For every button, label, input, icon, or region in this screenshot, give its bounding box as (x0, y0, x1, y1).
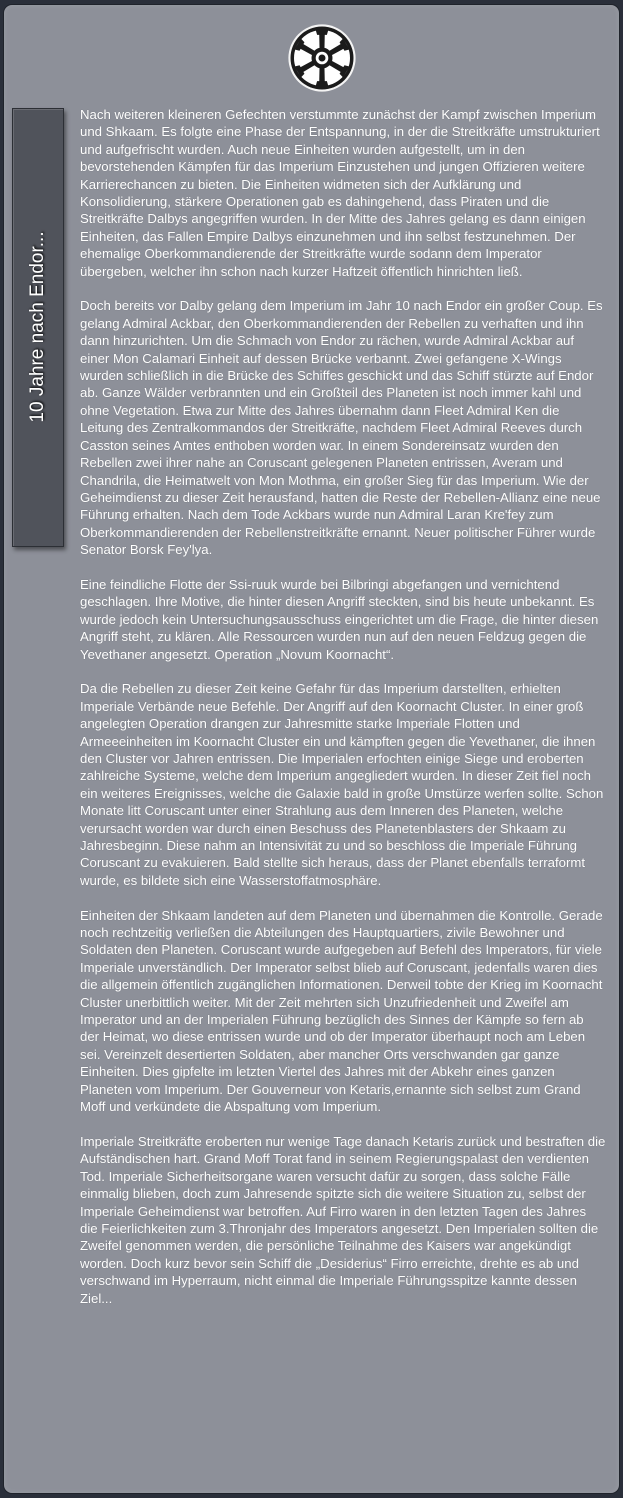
paragraph: Einheiten der Shkaam landeten auf dem Planeten und übernahmen die Kontrolle. Gerade noch rechtzeitig verließen die Abteilungen des Hauptquartiers, zivile Bewohner und Soldaten den Planeten. Coruscant wurde aufgegeben auf Befehl des Imperators, für viele Imperiale unverständlich. Der Imperator selbst blieb auf Coruscant, jedenfalls waren dies die allgemein öffentlich zugänglichen Informationen. Derweil tobte der Krieg im Koornacht Cluster unerbittlich weiter. Mit der Zeit mehrten sich Unzufriedenheit und Zweifel am Imperator und an der Imperialen Führung bezüglich des Sinnes der Kämpfe so fern ab der Heimat, wo diese entrissen wurde und ob der Imperator überhaupt noch am Leben sei. Vereinzelt desertierten Soldaten, aber mancher Orts verschwanden gar ganze Einheiten. Dies gipfelte im letzten Viertel des Jahres mit der Abkehr eines ganzen Planeten vom Imperium. Der Gouverneur von Ketaris,ernannte sich selbst zum Grand Moff und verkündete die Abspaltung vom Imperium. (80, 907, 603, 1115)
imperial-cog-emblem-icon (287, 23, 357, 93)
year-side-tab-label: 10 Jahre nach Endor... (27, 231, 48, 423)
paragraph: Nach weiteren kleineren Gefechten verstummte zunächst der Kampf zwischen Imperium und Shkaam. Es folgte eine Phase der Entspannung, in der die Streitkräfte umstrukturiert und aufgefrischt wurden. Auch neue Einheiten wurden aufgestellt, um in den bevorstehenden Kämpfen für das Imperium Einzustehen und jungen Offizieren weitere Karrierechancen zu bieten. Die Einheiten widmeten sich der Aufklärung und Konsolidierung, stärkere Operationen gab es dahingehend, dass Piraten und die Streitkräfte Dalbys angegriffen wurden. In der Mitte des Jahres gelang es dann einigen Einheiten, das Fallen Empire Dalbys einzunehmen und ihn selbst festzunehmen. Der ehemalige Oberkommandierende der Streitkräfte wurde sodann dem Imperator übergeben, welcher ihn schon nach kurzer Haftzeit öffentlich hinrichten ließ. (80, 107, 600, 279)
paragraph: Imperiale Streitkräfte eroberten nur wenige Tage danach Ketaris zurück und bestraften die Aufständischen hart. Grand Moff Torat fand in seinem Regierungspalast den verdienten Tod. Imperiale Sicherheitsorgane waren versucht dafür zu sorgen, dass solche Fälle einmalig blieben, doch zum Jahresende spitzte sich die weitere Situation zu, selbst der Imperiale Geheimdienst war betroffen. Auf Firro waren in den letzten Tagen des Jahres die Feierlichkeiten zum 3.Thronjahr des Imperators angesetzt. Den Imperialen sollten die Zweifel genommen werden, die persönliche Teilnahme des Kaisers war angekündigt worden. Doch kurz bevor sein Schiff die „Desiderius“ Firro erreichte, drehte es ab und verschwand im Hyperraum, nicht einmal die Imperiale Führungsspitze kannte dessen Ziel... (80, 1133, 606, 1306)
paragraph: Da die Rebellen zu dieser Zeit keine Gefahr für das Imperium darstellten, erhielten Imperiale Verbände neue Befehle. Der Angriff auf den Koornacht Cluster. In einer groß angelegten Operation drangen zur Jahresmitte starke Imperiale Flotten und Armeeeinheiten im Koornacht Cluster ein und kämpften gegen die Yevethaner, die ihnen den Cluster vor Jahren entrissen. Die Imperialen erfochten einige Siege und eroberten zahlreiche Systeme, welche dem Imperium angegliedert wurden. In dieser Zeit fiel noch ein weiteres Ereignisses, welche die Galaxie bald in große Umstürze werfen sollte. Schon Monate litt Coruscant unter einer Strahlung aus dem Inneren des Planeten, welche verursacht worden war durch einen Beschuss des Planetenblasters der Shkaam zu Jahresbeginn. Diese nahm an Intensivität zu und so beschloss die Imperiale Führung Coruscant zu evakuieren. Bald stellte sich heraus, dass der Planet ebenfalls terraformt wurde, es bildete sich eine Wasserstoffatmosphäre. (80, 681, 604, 888)
paragraph: Eine feindliche Flotte der Ssi-ruuk wurde bei Bilbringi abgefangen und vernichtend geschlagen. Ihre Motive, die hinter diesen Angriff steckten, sind bis heute unbekannt. Es wurde jedoch kein Untersuchungsausschuss eingerichtet um die Frage, die hinter diesen Angriff steht, zu klären. Alle Ressourcen wurden nun auf den neuen Feldzug gegen die Yevethaner angesetzt. Operation „Novum Koornacht“. (80, 576, 599, 662)
year-side-tab (12, 108, 64, 547)
paragraph: Doch bereits vor Dalby gelang dem Imperium im Jahr 10 nach Endor ein großer Coup. Es gelang Admiral Ackbar, den Oberkommandierenden der Rebellen zu verhaften und ihn dann hinzurichten. Um die Schmach von Endor zu rächen, wurde Admiral Ackbar auf einer Mon Calamari Einheit auf dessen Brücke verbannt. Zwei gefangene X-Wings wurden schließlich in die Brücke des Schiffes geschickt und das Schiff stürzte auf Endor ab. Ganze Wälder verbrannten und ein Großteil des Planeten ist noch immer kahl und ohne Vegetation. Etwa zur Mitte des Jahres übernahm dann Fleet Admiral Ken die Leitung des Zentralkommandos der Streitkräfte, nachdem Fleet Admiral Reeves durch Casston seines Amtes enthoben worden war. In einem Sondereinsatz wurden den Rebellen zwei ihrer nahe an Coruscant gelegenen Planeten entrissen, Averam und Chandrila, die Heimatwelt von Mon Mothma, ein großer Sieg für das Imperium. Wie der Geheimdienst zu dieser Zeit herausfand, hatten die Reste der Rebellen-Allianz eine neue Führung erhalten. Nach dem Tode Ackbars wurde nun Admiral Laran Kre'fey zum Oberkommandierenden der Rebellenstreitkräfte ernannt. Neuer politischer Führer wurde Senator Borsk Fey'lya. (80, 298, 603, 558)
content-panel (3, 4, 620, 1494)
chronicle-text (80, 106, 606, 1324)
